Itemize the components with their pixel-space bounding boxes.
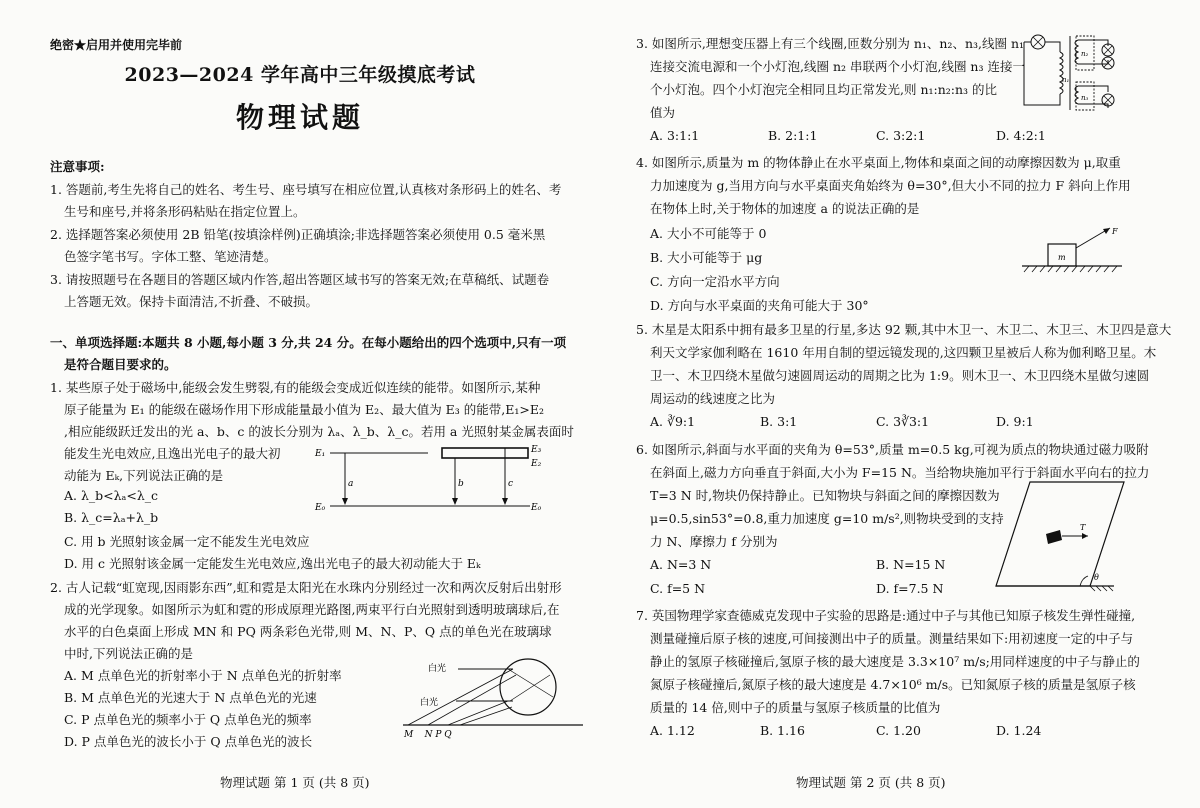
glass-ball: [500, 659, 556, 715]
q4-option-a: A. 大小不可能等于 0: [650, 226, 767, 241]
label-white-light-2: 白光: [420, 698, 439, 708]
coil-n1: [1060, 52, 1063, 94]
confidential-mark: 绝密★启用并使用完毕前: [50, 38, 183, 52]
label-a: a: [348, 479, 354, 489]
q6-option-a: A. N=3 N: [650, 557, 712, 572]
q3-stem: 连接交流电源和一个小灯泡,线圈 n₂ 串联两个小灯泡,线圈 n₃ 连接一: [650, 59, 1025, 74]
notice-line: 3. 请按照题号在各题目的答题区域内作答,超出答题区域书写的答案无效;在草稿纸、试题卷: [50, 272, 550, 287]
q7-stem: 测量碰撞后原子核的速度,可间接测出中子的质量。测量结果如下:用初速度一定的中子与: [650, 631, 1134, 646]
label-theta: θ: [1094, 573, 1099, 582]
q7-option-b: B. 1.16: [760, 723, 805, 738]
q1-stem: 动能为 Eₖ,下列说法正确的是: [64, 468, 224, 483]
q5-stem: 卫一、木卫四绕木星做匀速圆周运动的周期之比为 1:9。则木卫一、木卫四绕木星做匀速圆: [650, 368, 1150, 383]
q6-incline-diagram: [990, 478, 1130, 594]
q1-stem: ,相应能级跃迁发出的光 a、b、c 的波长分别为 λₐ、λ_b、λ_c。若用 a 光照射某金属表面时: [64, 424, 574, 439]
q1-stem: 原子能量为 E₁ 的能级在磁场作用下形成能量最小值为 E₂、最大值为 E₃ 的能带,E₁>E₂: [64, 402, 544, 417]
label-c: c: [508, 479, 514, 489]
magnetic-block: [1046, 530, 1062, 544]
q6-option-c: C. f=5 N: [650, 581, 706, 596]
q1-option-a: A. λ_b<λₐ<λ_c: [64, 488, 159, 503]
q3-option-d: D. 4:2:1: [996, 128, 1046, 143]
q7-option-c: C. 1.20: [876, 723, 921, 738]
right-page: [600, 0, 1200, 808]
q4-option-c: C. 方向一定沿水平方向: [650, 274, 780, 289]
notice-line: 1. 答题前,考生先将自己的姓名、考生号、座号填写在相应位置,认真核对条形码上的姓名、考: [50, 182, 562, 197]
q4-option-b: B. 大小可能等于 μg: [650, 250, 763, 265]
q2-option-d: D. P 点单色光的波长小于 Q 点单色光的波长: [64, 734, 313, 749]
q4-stem: 4. 如图所示,质量为 m 的物体静止在水平桌面上,物体和桌面之间的动摩擦因数为 μ,取重: [636, 155, 1121, 170]
q1-stem: 能发生光电效应,且逸出光电子的最大初: [64, 446, 281, 461]
label-n2: n₂: [1081, 50, 1089, 58]
q3-stem: 个小灯泡。四个小灯泡完全相同且均正常发光,则 n₁:n₂:n₃ 的比: [650, 82, 998, 97]
label-points-mnpq: M N P Q: [404, 730, 452, 740]
label-m: m: [1058, 253, 1066, 262]
page-footer-1: 物理试题 第 1 页 (共 8 页): [220, 775, 370, 790]
label-e3: E₃: [531, 445, 542, 455]
label-b: b: [458, 479, 464, 489]
q2-option-b: B. M 点单色光的光速大于 N 点单色光的光速: [64, 690, 317, 705]
q4-stem: 在物体上时,关于物体的加速度 a 的说法正确的是: [650, 201, 920, 216]
label-n1: n₁: [1062, 76, 1070, 84]
q7-stem: 质量的 14 倍,则中子的质量与氢原子核质量的比值为: [650, 700, 941, 715]
q5-stem: 5. 木星是太阳系中拥有最多卫星的行星,多达 92 颗,其中木卫一、木卫二、木卫三、木卫四是意大: [636, 322, 1172, 337]
energy-band: [442, 448, 528, 458]
q4-option-d: D. 方向与水平桌面的夹角可能大于 30°: [650, 298, 869, 313]
q4-stem: 力加速度为 g,当用方向与水平桌面夹角始终为 θ=30°,但大小不同的拉力 F 斜向上作用: [650, 178, 1131, 193]
label-f: F: [1112, 227, 1118, 236]
q3-option-b: B. 2:1:1: [768, 128, 818, 143]
notice-line: 生号和座号,并将条形码粘贴在指定位置上。: [64, 204, 306, 219]
q5-option-d: D. 9:1: [996, 414, 1034, 429]
q7-stem: 静止的氢原子核碰撞后,氢原子核的最大速度是 3.3×10⁷ m/s;用同样速度的中子与静止的: [650, 654, 1140, 669]
q6-option-b: B. N=15 N: [876, 557, 946, 572]
q6-stem: 在斜面上,磁力方向垂直于斜面,大小为 F=15 N。当给物块施加平行于斜面水平向右的拉力: [650, 465, 1150, 480]
q2-stem: 2. 古人记载“虹宽现,因雨影东西”,虹和霓是太阳光在水珠内分别经过一次和两次反射后出射形: [50, 580, 562, 595]
q5-option-a: A. ∛9:1: [650, 414, 696, 429]
label-white-light-1: 白光: [428, 664, 447, 674]
q3-option-a: A. 3:1:1: [650, 128, 700, 143]
q2-option-a: A. M 点单色光的折射率小于 N 点单色光的折射率: [64, 668, 342, 683]
label-e2: E₂: [531, 459, 542, 469]
q7-option-d: D. 1.24: [996, 723, 1042, 738]
notice-line: 2. 选择题答案必须使用 2B 铅笔(按填涂样例)正确填涂;非选择题答案必须使用 0.5 毫米黑: [50, 227, 546, 242]
q3-stem: 值为: [650, 105, 676, 120]
label-e1: E₁: [315, 449, 326, 459]
coil-n2: [1075, 40, 1078, 64]
q3-stem: 3. 如图所示,理想变压器上有三个线圈,匝数分别为 n₁、n₂、n₃,线圈 n₁: [636, 36, 1025, 51]
label-n3: n₃: [1081, 94, 1089, 102]
label-t: T: [1080, 523, 1086, 532]
q6-stem: 力 N、摩擦力 f 分别为: [650, 534, 778, 549]
q3-option-c: C. 3:2:1: [876, 128, 926, 143]
q5-stem: 周运动的线速度之比为: [650, 391, 776, 406]
q1-option-c: C. 用 b 光照射该金属一定不能发生光电效应: [64, 534, 310, 549]
notice-line: 色签字笔书写。字体工整、笔迹清楚。: [64, 249, 277, 264]
q1-option-d: D. 用 c 光照射该金属一定能发生光电效应,逸出光电子的最大初动能大于 Eₖ: [64, 556, 481, 571]
q2-stem: 成的光学现象。如图所示为虹和霓的形成原理光路图,两束平行白光照射到透明玻璃球后,在: [64, 602, 560, 617]
q1-option-b: B. λ_c=λₐ+λ_b: [64, 510, 159, 525]
q2-stem: 水平的白色桌面上形成 MN 和 PQ 两条彩色光带,则 M、N、P、Q 点的单色光在玻璃球: [64, 624, 552, 639]
q4-block-diagram: [1018, 220, 1128, 276]
label-e0-left: E₀: [315, 503, 326, 513]
q7-stem: 氮原子核碰撞后,氮原子核的最大速度是 4.7×10⁶ m/s。已知氮原子核的质量是氢原子核: [650, 677, 1136, 692]
q6-stem: μ=0.5,sin53°=0.8,重力加速度 g=10 m/s²,则物块受到的支持: [650, 511, 1004, 526]
q5-stem: 利天文学家伽利略在 1610 年用自制的望远镜发现的,这四颗卫星被后人称为伽利略卫星。木: [650, 345, 1157, 360]
q1-energy-level-diagram: [310, 440, 540, 520]
q5-option-c: C. 3∛3:1: [876, 414, 930, 429]
q6-stem: T=3 N 时,物块仍保持静止。已知物块与斜面之间的摩擦因数为: [650, 488, 1000, 503]
q7-option-a: A. 1.12: [650, 723, 695, 738]
section-heading: 一、单项选择题:本题共 8 小题,每小题 3 分,共 24 分。在每小题给出的四个选项中,只有一项: [50, 335, 567, 350]
q6-stem: 6. 如图所示,斜面与水平面的夹角为 θ=53°,质量 m=0.5 kg,可视为质点的物块通过磁力吸附: [636, 442, 1149, 457]
q1-stem: 1. 某些原子处于磁场中,能级会发生劈裂,有的能级会变成近似连续的能带。如图所示,某种: [50, 380, 541, 395]
subject-title: 物理试题: [235, 101, 364, 134]
section-heading-cont: 是符合题目要求的。: [64, 357, 177, 372]
q2-option-c: C. P 点单色光的频率小于 Q 点单色光的频率: [64, 712, 312, 727]
q2-stem: 中时,下列说法正确的是: [64, 646, 193, 661]
q3-transformer-diagram: [1020, 30, 1120, 116]
q2-rainbow-diagram: [398, 655, 588, 740]
page-footer-2: 物理试题 第 2 页 (共 8 页): [796, 775, 946, 790]
label-e0-right: E₀: [531, 503, 542, 513]
q5-option-b: B. 3:1: [760, 414, 798, 429]
q6-option-d: D. f=7.5 N: [876, 581, 944, 596]
exam-title: 2023—2024 学年高中三年级摸底考试: [124, 64, 476, 86]
coil-n3: [1075, 86, 1078, 104]
notice-line: 上答题无效。保持卡面清洁,不折叠、不破损。: [64, 294, 318, 309]
notice-heading: 注意事项:: [50, 159, 105, 174]
q7-stem: 7. 英国物理学家查德威克发现中子实验的思路是:通过中子与其他已知原子核发生弹性碰撞,: [636, 608, 1136, 623]
